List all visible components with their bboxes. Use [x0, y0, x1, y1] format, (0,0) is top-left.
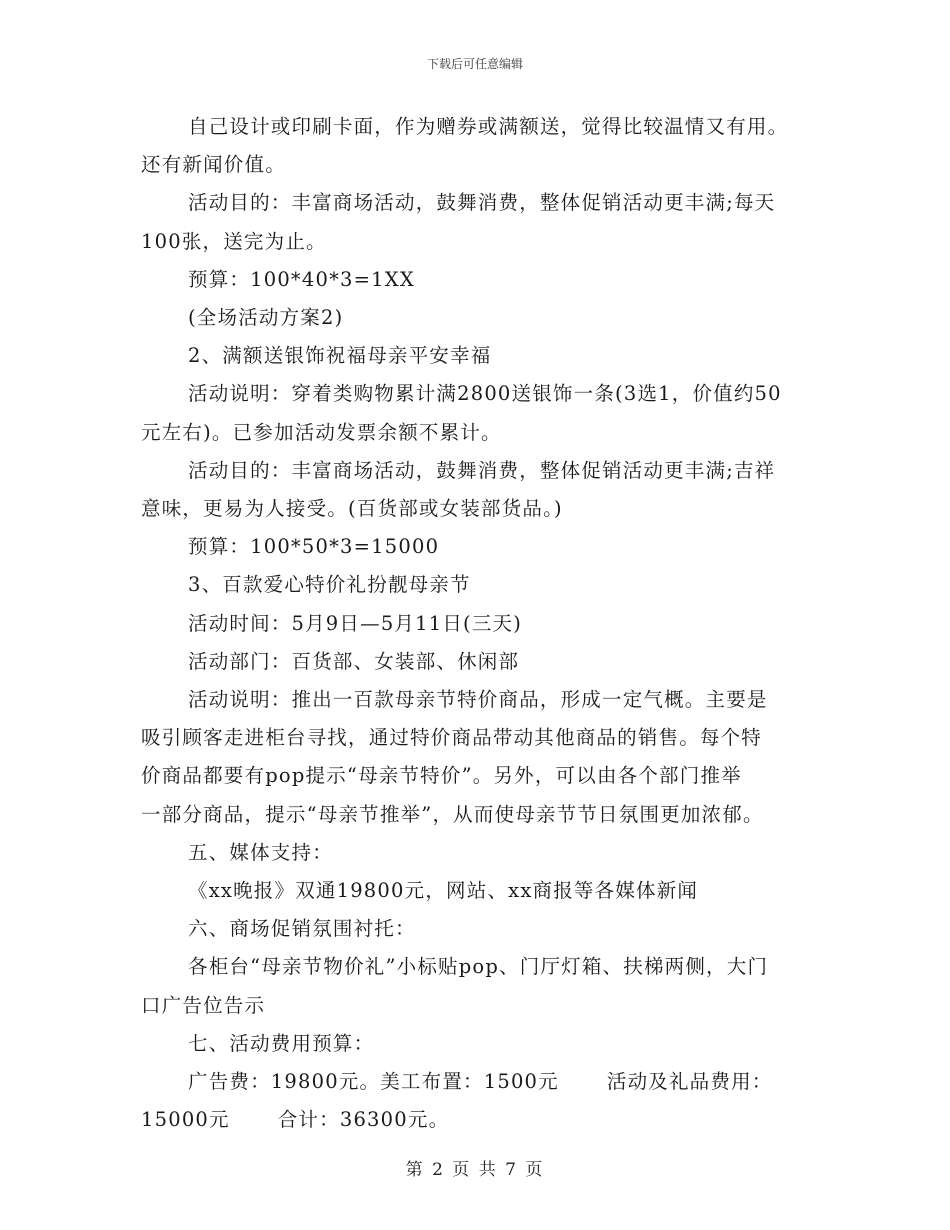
- section-heading: 六、商场促销氛围衬托：: [188, 917, 416, 941]
- paragraph-line: 价商品都要有pop提示“母亲节特价”。另外，可以由各个部门推举: [141, 764, 742, 788]
- paragraph-line: 预算：100*50*3=15000: [188, 535, 440, 559]
- gift-cost-value: 15000元: [141, 1108, 230, 1132]
- paragraph-line: 《xx晚报》双通19800元，网站、xx商报等各媒体新闻: [188, 879, 699, 903]
- paragraph-line: 口广告位告示: [141, 993, 266, 1017]
- paragraph-line: 元左右)。已参加活动发票余额不累计。: [141, 420, 502, 444]
- gift-cost-label: 活动及礼品费用：: [606, 1070, 773, 1094]
- paragraph-line: 活动目的：丰富商场活动，鼓舞消费，整体促销活动更丰满;每天: [188, 191, 776, 215]
- paragraph-line: (全场活动方案2): [188, 306, 344, 330]
- paragraph-line: 一部分商品，提示“母亲节推举”，从而使母亲节节日氛围更加浓郁。: [141, 802, 764, 826]
- ad-cost: 广告费：19800元。: [188, 1070, 381, 1094]
- section-heading: 五、媒体支持：: [188, 840, 333, 864]
- budget-line: [141, 1063, 811, 1101]
- paragraph-line: 各柜台“母亲节物价礼”小标贴pop、门厅灯箱、扶梯两侧，大门: [188, 955, 769, 979]
- total-line: [141, 1101, 811, 1139]
- paragraph-line: 吸引顾客走进柜台寻找，通过特价商品带动其他商品的销售。每个特: [141, 726, 763, 750]
- total-cost: 合计：36300元。: [277, 1108, 450, 1132]
- paragraph-line: 预算：100*40*3=1XX: [188, 267, 415, 291]
- paragraph-line: 活动说明：穿着类购物累计满2800送银饰一条(3选1，价值约50: [188, 382, 782, 406]
- section-heading: 2、满额送银饰祝福母亲平安幸福: [188, 344, 492, 368]
- page-header: 下载后可任意编辑: [426, 57, 523, 71]
- paragraph-line: 自己设计或印刷卡面，作为赠券或满额送，觉得比较温情又有用。: [188, 115, 789, 138]
- section-heading: 七、活动费用预算：: [188, 1031, 375, 1055]
- paragraph-line: 活动时间：5月9日—5月11日(三天): [188, 611, 523, 635]
- paragraph-line: 活动目的：丰富商场活动，鼓舞消费，整体促销活动更丰满;吉祥: [188, 458, 776, 482]
- paragraph-line: 活动说明：推出一百款母亲节特价商品，形成一定气概。主要是: [188, 688, 768, 712]
- paragraph-line: 100张，送完为止。: [141, 229, 327, 253]
- art-cost: 美工布置：1500元: [380, 1070, 559, 1094]
- page-footer: 第 2 页 共 7 页: [405, 1160, 545, 1180]
- paragraph-line: 还有新闻价值。: [141, 153, 286, 177]
- paragraph-line: 意味，更易为人接受。(百货部或女装部货品。): [141, 497, 563, 521]
- document-body: [141, 108, 811, 1139]
- section-heading: 3、百款爱心特价礼扮靓母亲节: [188, 573, 471, 597]
- paragraph-line: 活动部门：百货部、女装部、休闲部: [188, 649, 520, 673]
